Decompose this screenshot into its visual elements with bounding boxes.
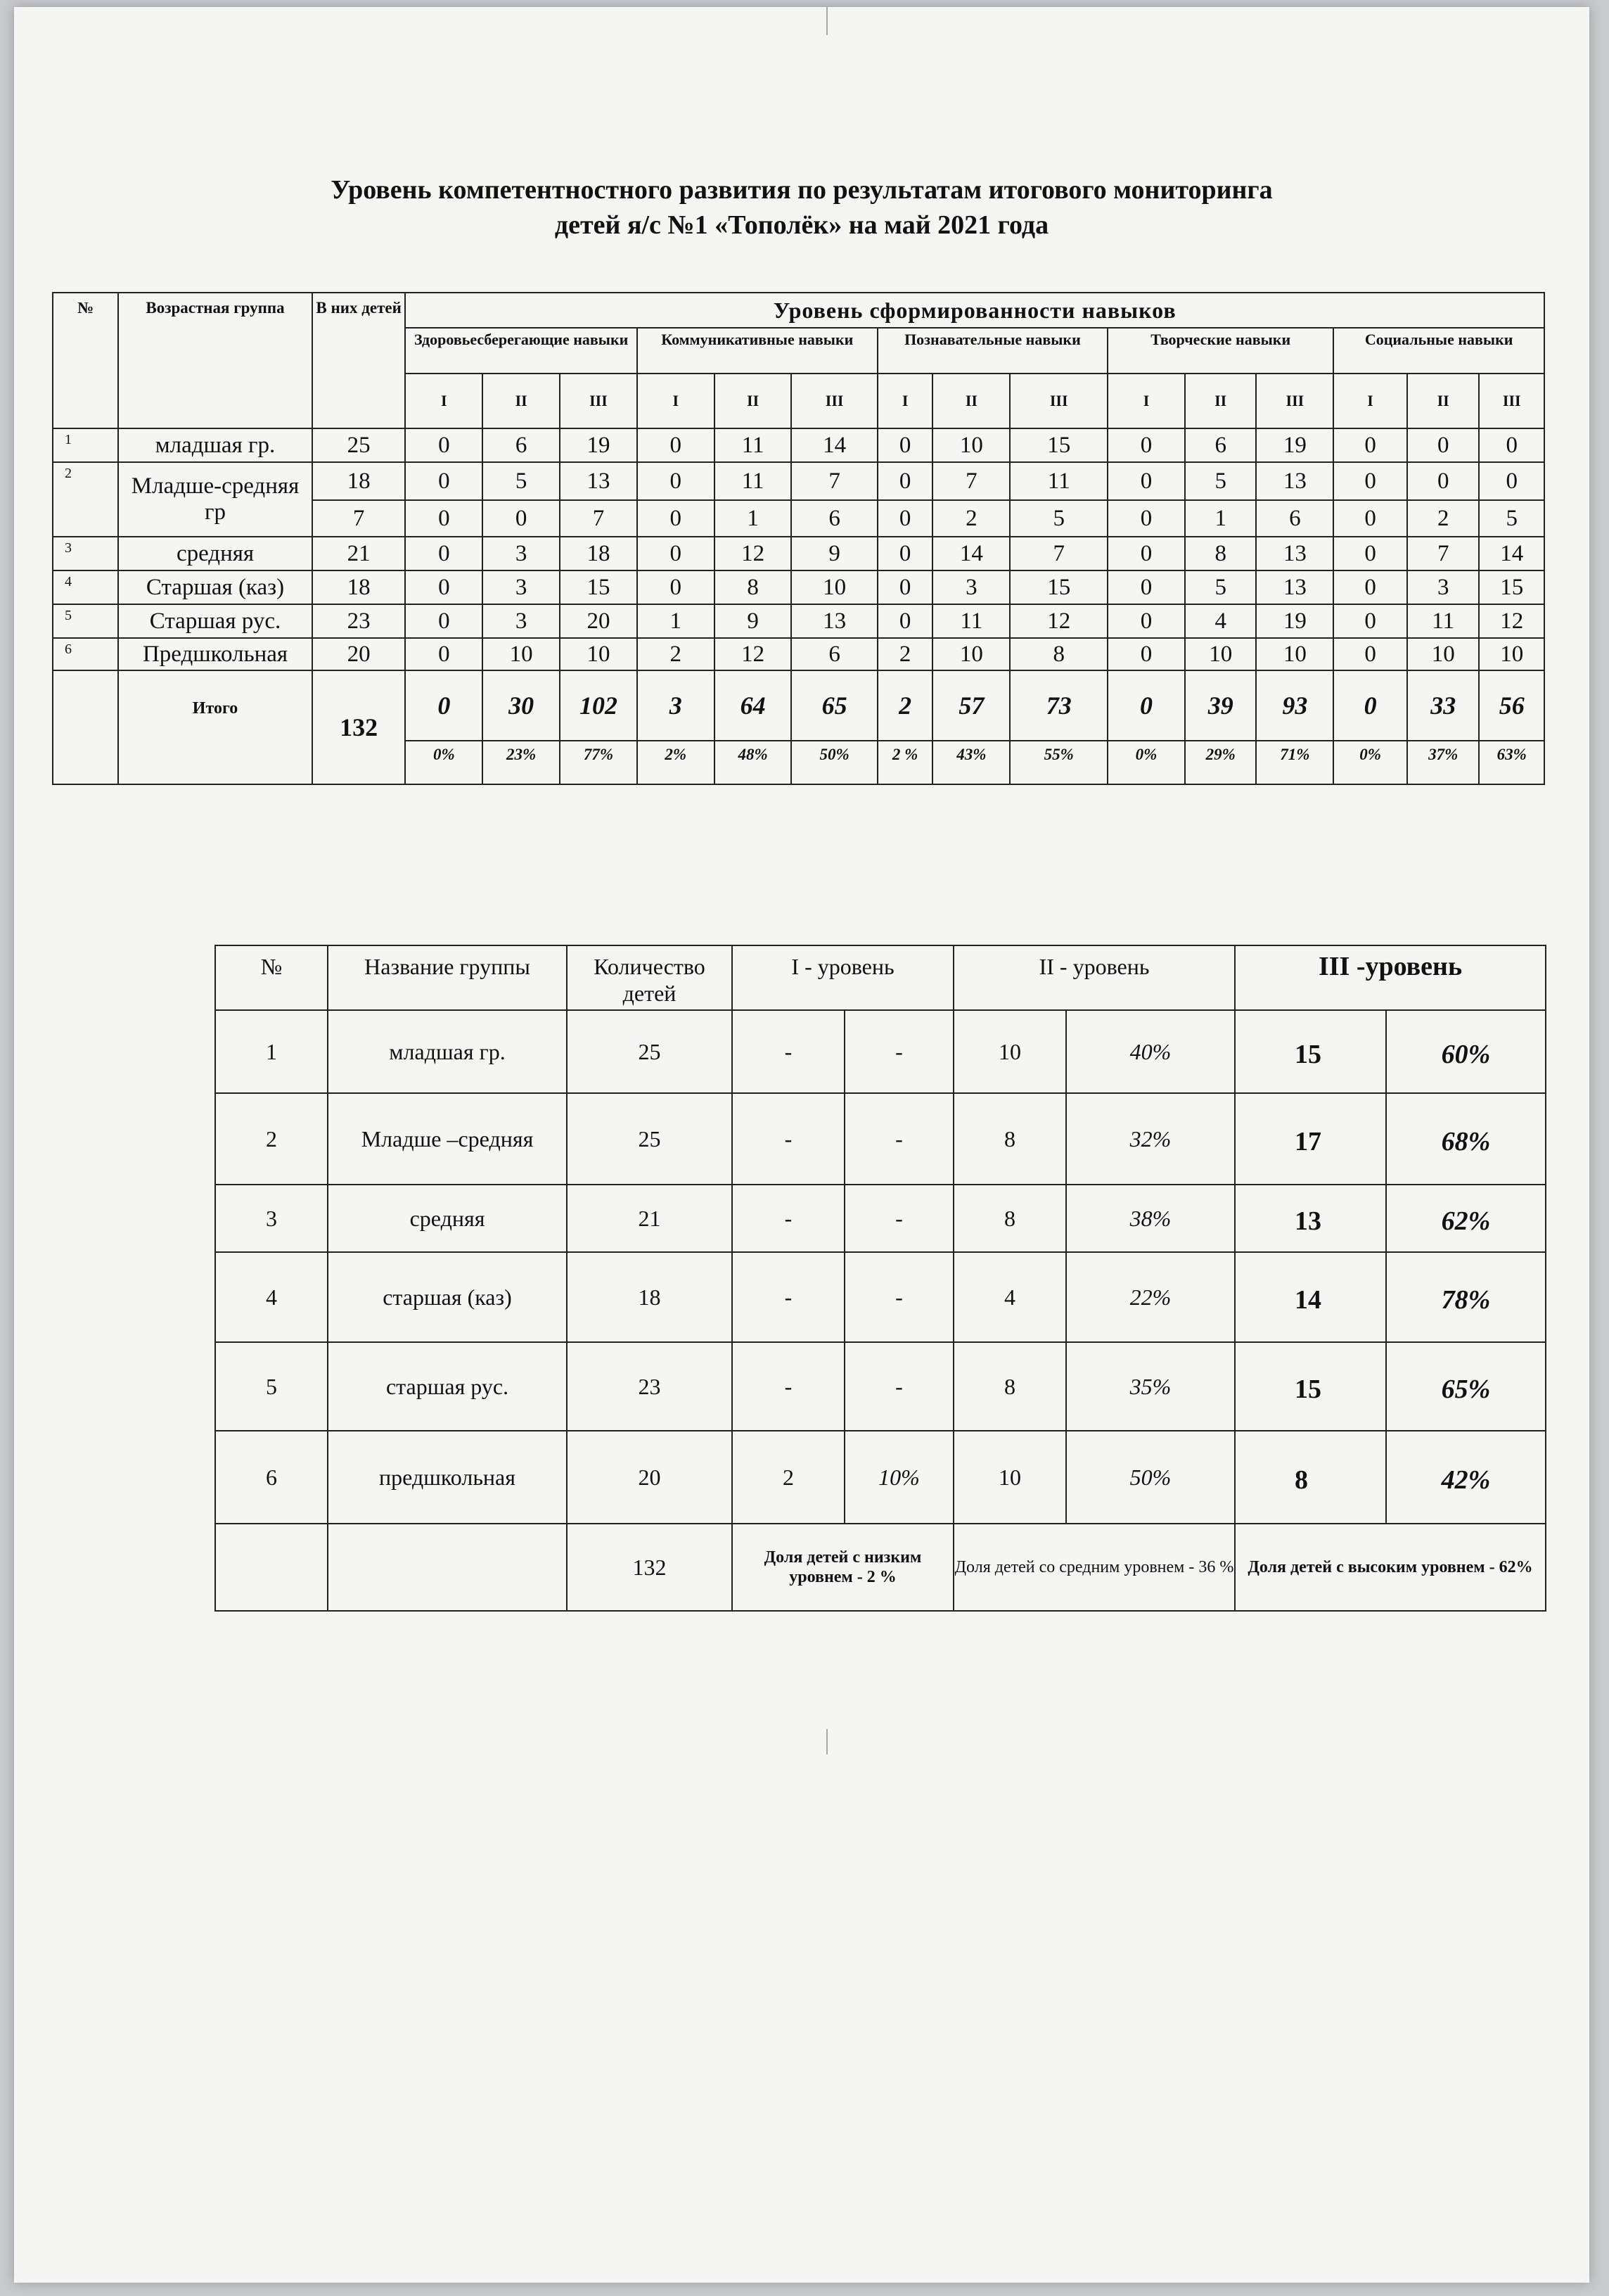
row-level1-count: 2 bbox=[732, 1431, 845, 1524]
header-level-2: II bbox=[1407, 374, 1480, 428]
row-value: 0 bbox=[637, 500, 714, 537]
footer-count: 132 bbox=[567, 1524, 732, 1611]
row-value: 5 bbox=[1185, 570, 1257, 604]
row-num: 5 bbox=[53, 604, 118, 638]
row-value: 0 bbox=[405, 500, 482, 537]
row-value: 19 bbox=[560, 428, 637, 462]
table-row bbox=[215, 1185, 1546, 1252]
row-level2-count: 8 bbox=[954, 1185, 1066, 1252]
row-group-name: старшая (каз) bbox=[328, 1252, 567, 1342]
row-value: 10 bbox=[482, 638, 560, 670]
row-value: 10 bbox=[1185, 638, 1257, 670]
row-value: 8 bbox=[1185, 537, 1257, 570]
row-value: 10 bbox=[560, 638, 637, 670]
total-percent: 0% bbox=[1108, 741, 1185, 784]
row-value: 13 bbox=[791, 604, 877, 638]
row-level1-percent: - bbox=[845, 1185, 954, 1252]
row-value: 5 bbox=[482, 462, 560, 500]
row-value: 0 bbox=[405, 537, 482, 570]
row-num: 1 bbox=[53, 428, 118, 462]
row-children: 21 bbox=[312, 537, 406, 570]
row-num: 1 bbox=[215, 1010, 328, 1093]
row-value: 0 bbox=[1479, 428, 1544, 462]
row-value: 0 bbox=[1108, 537, 1185, 570]
row-num: 6 bbox=[215, 1431, 328, 1524]
total-value: 0 bbox=[1333, 670, 1407, 741]
total-percent: 48% bbox=[714, 741, 792, 784]
row-value: 14 bbox=[1479, 537, 1544, 570]
row-group-name: младшая гр. bbox=[328, 1010, 567, 1093]
row-value: 7 bbox=[791, 462, 877, 500]
row-level3-percent: 78% bbox=[1386, 1252, 1546, 1342]
total-value: 39 bbox=[1185, 670, 1257, 741]
row-value: 0 bbox=[1108, 428, 1185, 462]
row-level2-count: 8 bbox=[954, 1093, 1066, 1185]
row-value: 0 bbox=[1108, 638, 1185, 670]
header-skill-health: Здоровьесберегающие навыки bbox=[405, 328, 636, 374]
row-value: 1 bbox=[637, 604, 714, 638]
row-value: 11 bbox=[932, 604, 1010, 638]
row-value: 3 bbox=[1407, 570, 1480, 604]
document-page bbox=[14, 7, 1589, 2283]
footer-high-share: Доля детей с высоким уровнем - 62% bbox=[1235, 1524, 1546, 1611]
row-value: 4 bbox=[1185, 604, 1257, 638]
row-value: 15 bbox=[560, 570, 637, 604]
row-value: 0 bbox=[405, 638, 482, 670]
row-level3-percent: 62% bbox=[1386, 1185, 1546, 1252]
row-value: 0 bbox=[878, 537, 933, 570]
total-percent: 37% bbox=[1407, 741, 1480, 784]
row-group: Старшая (каз) bbox=[118, 570, 312, 604]
header-level-2: II bbox=[714, 374, 792, 428]
row-level2-count: 10 bbox=[954, 1431, 1066, 1524]
row-value: 11 bbox=[1010, 462, 1108, 500]
header-skill-social: Социальные навыки bbox=[1333, 328, 1544, 374]
header-level-3: III bbox=[1479, 374, 1544, 428]
row-count: 25 bbox=[567, 1010, 732, 1093]
row-value: 7 bbox=[1010, 537, 1108, 570]
total-value: 57 bbox=[932, 670, 1010, 741]
total-value: 73 bbox=[1010, 670, 1108, 741]
header-level-2: II bbox=[482, 374, 560, 428]
table-row bbox=[53, 428, 1544, 462]
row-value: 10 bbox=[932, 638, 1010, 670]
header-children-count: Количество детей bbox=[567, 945, 732, 1010]
table-row bbox=[215, 1252, 1546, 1342]
row-group-name: предшкольная bbox=[328, 1431, 567, 1524]
row-value: 0 bbox=[1333, 570, 1407, 604]
row-value: 19 bbox=[1256, 428, 1333, 462]
row-children: 25 bbox=[312, 428, 406, 462]
table-row bbox=[53, 638, 1544, 670]
row-value: 5 bbox=[1479, 500, 1544, 537]
row-value: 6 bbox=[791, 500, 877, 537]
row-value: 20 bbox=[560, 604, 637, 638]
row-value: 3 bbox=[932, 570, 1010, 604]
row-value: 0 bbox=[1108, 500, 1185, 537]
total-percent: 63% bbox=[1479, 741, 1544, 784]
row-level1-percent: - bbox=[845, 1010, 954, 1093]
row-group: младшая гр. bbox=[118, 428, 312, 462]
row-num: 3 bbox=[53, 537, 118, 570]
row-value: 15 bbox=[1010, 428, 1108, 462]
header-level-3: III bbox=[791, 374, 877, 428]
row-value: 1 bbox=[1185, 500, 1257, 537]
row-level3-percent: 42% bbox=[1386, 1431, 1546, 1524]
row-value: 3 bbox=[482, 604, 560, 638]
table-row bbox=[215, 1431, 1546, 1524]
row-value: 0 bbox=[405, 428, 482, 462]
total-value: 30 bbox=[482, 670, 560, 741]
header-skill-cognitive: Познавательные навыки bbox=[878, 328, 1108, 374]
row-value: 18 bbox=[560, 537, 637, 570]
row-value: 0 bbox=[878, 428, 933, 462]
row-value: 0 bbox=[1479, 462, 1544, 500]
row-value: 3 bbox=[482, 537, 560, 570]
levels-table bbox=[214, 945, 1546, 1612]
row-value: 0 bbox=[1407, 462, 1480, 500]
total-percent: 29% bbox=[1185, 741, 1257, 784]
header-level-1: I bbox=[1333, 374, 1407, 428]
row-value: 15 bbox=[1479, 570, 1544, 604]
header-level-1: I bbox=[878, 374, 933, 428]
row-count: 25 bbox=[567, 1093, 732, 1185]
header-level-2: II - уровень bbox=[954, 945, 1235, 1010]
total-value: 0 bbox=[405, 670, 482, 741]
header-skill-communication: Коммуникативные навыки bbox=[637, 328, 878, 374]
row-value: 10 bbox=[1256, 638, 1333, 670]
row-level2-percent: 35% bbox=[1066, 1342, 1235, 1431]
row-group: Младше-средняя гр bbox=[118, 462, 312, 537]
row-value: 13 bbox=[1256, 462, 1333, 500]
row-level2-percent: 22% bbox=[1066, 1252, 1235, 1342]
row-value: 0 bbox=[637, 428, 714, 462]
total-percent: 71% bbox=[1256, 741, 1333, 784]
row-value: 2 bbox=[637, 638, 714, 670]
row-value: 0 bbox=[878, 604, 933, 638]
header-group: Возрастная группа bbox=[118, 293, 312, 428]
row-value: 3 bbox=[482, 570, 560, 604]
row-value: 1 bbox=[714, 500, 792, 537]
row-value: 0 bbox=[1333, 462, 1407, 500]
row-value: 12 bbox=[714, 537, 792, 570]
row-value: 10 bbox=[1479, 638, 1544, 670]
row-value: 12 bbox=[1010, 604, 1108, 638]
row-level3-count: 13 bbox=[1235, 1185, 1386, 1252]
binding-mark-bottom bbox=[826, 1729, 828, 1754]
row-value: 0 bbox=[405, 462, 482, 500]
row-value: 0 bbox=[482, 500, 560, 537]
total-percent: 2 % bbox=[878, 741, 933, 784]
row-value: 10 bbox=[932, 428, 1010, 462]
row-value: 0 bbox=[637, 537, 714, 570]
row-children: 18 bbox=[312, 570, 406, 604]
table-row bbox=[215, 1010, 1546, 1093]
row-level1-count: - bbox=[732, 1093, 845, 1185]
row-level3-count: 8 bbox=[1235, 1431, 1386, 1524]
row-group-name: Младше –средняя bbox=[328, 1093, 567, 1185]
row-value: 0 bbox=[1333, 638, 1407, 670]
total-children: 132 bbox=[312, 670, 406, 784]
row-value: 11 bbox=[714, 462, 792, 500]
footer-mid-share: Доля детей со средним уровнем - 36 % bbox=[954, 1524, 1235, 1611]
row-value: 6 bbox=[791, 638, 877, 670]
row-value: 6 bbox=[482, 428, 560, 462]
row-num: 3 bbox=[215, 1185, 328, 1252]
row-value: 12 bbox=[1479, 604, 1544, 638]
total-value: 93 bbox=[1256, 670, 1333, 741]
total-num-cell bbox=[53, 670, 118, 784]
total-value: 102 bbox=[560, 670, 637, 741]
total-percent: 2% bbox=[637, 741, 714, 784]
row-count: 21 bbox=[567, 1185, 732, 1252]
header-level-1: I bbox=[637, 374, 714, 428]
total-value: 65 bbox=[791, 670, 877, 741]
total-percent: 50% bbox=[791, 741, 877, 784]
row-level2-count: 10 bbox=[954, 1010, 1066, 1093]
table-row bbox=[53, 537, 1544, 570]
row-num: 4 bbox=[53, 570, 118, 604]
row-value: 0 bbox=[1407, 428, 1480, 462]
row-value: 12 bbox=[714, 638, 792, 670]
row-value: 15 bbox=[1010, 570, 1108, 604]
row-num: 5 bbox=[215, 1342, 328, 1431]
row-level1-percent: 10% bbox=[845, 1431, 954, 1524]
row-value: 0 bbox=[1108, 462, 1185, 500]
row-group-name: старшая рус. bbox=[328, 1342, 567, 1431]
row-value: 11 bbox=[714, 428, 792, 462]
row-value: 2 bbox=[932, 500, 1010, 537]
row-level3-count: 17 bbox=[1235, 1093, 1386, 1185]
row-level3-count: 15 bbox=[1235, 1010, 1386, 1093]
row-children: 18 bbox=[312, 462, 406, 500]
row-children: 23 bbox=[312, 604, 406, 638]
total-label: Итого bbox=[118, 670, 312, 784]
header-level-3: III bbox=[1010, 374, 1108, 428]
footer-low-share: Доля детей с низким уровнем - 2 % bbox=[732, 1524, 954, 1611]
row-value: 19 bbox=[1256, 604, 1333, 638]
row-level1-percent: - bbox=[845, 1093, 954, 1185]
header-level-3: III bbox=[560, 374, 637, 428]
row-level1-count: - bbox=[732, 1185, 845, 1252]
title-line-1: Уровень компетентностного развития по результатам итогового мониторинга bbox=[331, 175, 1273, 205]
row-num: 2 bbox=[215, 1093, 328, 1185]
row-value: 0 bbox=[1108, 604, 1185, 638]
row-level3-count: 15 bbox=[1235, 1342, 1386, 1431]
header-group-name: Название группы bbox=[328, 945, 567, 1010]
total-value: 64 bbox=[714, 670, 792, 741]
row-count: 23 bbox=[567, 1342, 732, 1431]
row-group-name: средняя bbox=[328, 1185, 567, 1252]
row-value: 0 bbox=[878, 462, 933, 500]
row-value: 7 bbox=[932, 462, 1010, 500]
row-level3-count: 14 bbox=[1235, 1252, 1386, 1342]
total-percent: 77% bbox=[560, 741, 637, 784]
row-value: 7 bbox=[1407, 537, 1480, 570]
row-num: 4 bbox=[215, 1252, 328, 1342]
title-line-2: детей я/с №1 «Тополёк» на май 2021 года bbox=[554, 210, 1049, 240]
row-level3-percent: 65% bbox=[1386, 1342, 1546, 1431]
row-level2-count: 4 bbox=[954, 1252, 1066, 1342]
row-value: 0 bbox=[1108, 570, 1185, 604]
footer-num-cell bbox=[215, 1524, 328, 1611]
total-value: 33 bbox=[1407, 670, 1480, 741]
row-level2-count: 8 bbox=[954, 1342, 1066, 1431]
row-level1-count: - bbox=[732, 1252, 845, 1342]
total-value: 56 bbox=[1479, 670, 1544, 741]
row-value: 8 bbox=[714, 570, 792, 604]
row-value: 14 bbox=[791, 428, 877, 462]
header-level-2: II bbox=[1185, 374, 1257, 428]
row-level1-percent: - bbox=[845, 1252, 954, 1342]
row-value: 0 bbox=[1333, 537, 1407, 570]
row-group: средняя bbox=[118, 537, 312, 570]
total-value: 3 bbox=[637, 670, 714, 741]
header-skills-level: Уровень сформированности навыков bbox=[405, 293, 1544, 328]
row-value: 0 bbox=[637, 462, 714, 500]
row-level1-percent: - bbox=[845, 1342, 954, 1431]
total-percent: 23% bbox=[482, 741, 560, 784]
header-level-3: III bbox=[1256, 374, 1333, 428]
row-count: 18 bbox=[567, 1252, 732, 1342]
row-value: 6 bbox=[1185, 428, 1257, 462]
row-level1-count: - bbox=[732, 1342, 845, 1431]
row-value: 9 bbox=[791, 537, 877, 570]
row-value: 13 bbox=[1256, 570, 1333, 604]
header-skill-creative: Творческие навыки bbox=[1108, 328, 1333, 374]
row-level2-percent: 32% bbox=[1066, 1093, 1235, 1185]
footer-name-cell bbox=[328, 1524, 567, 1611]
row-value: 7 bbox=[560, 500, 637, 537]
row-num: 2 bbox=[53, 462, 118, 537]
row-value: 2 bbox=[1407, 500, 1480, 537]
total-value: 0 bbox=[1108, 670, 1185, 741]
row-level2-percent: 50% bbox=[1066, 1431, 1235, 1524]
header-children: В них детей bbox=[312, 293, 406, 428]
table-row bbox=[53, 604, 1544, 638]
row-children: 20 bbox=[312, 638, 406, 670]
header-num: № bbox=[53, 293, 118, 428]
row-value: 13 bbox=[560, 462, 637, 500]
row-value: 0 bbox=[878, 570, 933, 604]
total-percent: 0% bbox=[1333, 741, 1407, 784]
table-row bbox=[215, 1093, 1546, 1185]
row-value: 13 bbox=[1256, 537, 1333, 570]
row-value: 0 bbox=[405, 570, 482, 604]
row-value: 0 bbox=[405, 604, 482, 638]
row-value: 6 bbox=[1256, 500, 1333, 537]
total-percent: 43% bbox=[932, 741, 1010, 784]
table-row bbox=[53, 462, 1544, 500]
row-value: 0 bbox=[1333, 428, 1407, 462]
row-level2-percent: 40% bbox=[1066, 1010, 1235, 1093]
row-value: 0 bbox=[637, 570, 714, 604]
row-value: 8 bbox=[1010, 638, 1108, 670]
row-children: 7 bbox=[312, 500, 406, 537]
total-percent: 0% bbox=[405, 741, 482, 784]
row-value: 5 bbox=[1185, 462, 1257, 500]
row-level3-percent: 68% bbox=[1386, 1093, 1546, 1185]
table-row bbox=[53, 570, 1544, 604]
row-level2-percent: 38% bbox=[1066, 1185, 1235, 1252]
row-value: 2 bbox=[878, 638, 933, 670]
header-level-1: I bbox=[1108, 374, 1185, 428]
row-value: 11 bbox=[1407, 604, 1480, 638]
row-num: 6 bbox=[53, 638, 118, 670]
row-value: 5 bbox=[1010, 500, 1108, 537]
row-value: 0 bbox=[1333, 500, 1407, 537]
row-value: 0 bbox=[878, 500, 933, 537]
skills-table bbox=[52, 292, 1545, 785]
total-percent: 55% bbox=[1010, 741, 1108, 784]
row-group: Предшкольная bbox=[118, 638, 312, 670]
row-value: 14 bbox=[932, 537, 1010, 570]
header-level-3: III -уровень bbox=[1235, 945, 1546, 1010]
total-value: 2 bbox=[878, 670, 933, 741]
row-group: Старшая рус. bbox=[118, 604, 312, 638]
row-level3-percent: 60% bbox=[1386, 1010, 1546, 1093]
document-title bbox=[14, 172, 1589, 243]
header-level-1: I bbox=[405, 374, 482, 428]
row-value: 10 bbox=[1407, 638, 1480, 670]
header-num: № bbox=[215, 945, 328, 1010]
row-count: 20 bbox=[567, 1431, 732, 1524]
row-value: 0 bbox=[1333, 604, 1407, 638]
row-level1-count: - bbox=[732, 1010, 845, 1093]
header-level-1: I - уровень bbox=[732, 945, 954, 1010]
binding-mark-top bbox=[826, 7, 828, 35]
table-row bbox=[215, 1342, 1546, 1431]
header-level-2: II bbox=[932, 374, 1010, 428]
row-value: 10 bbox=[791, 570, 877, 604]
row-value: 9 bbox=[714, 604, 792, 638]
